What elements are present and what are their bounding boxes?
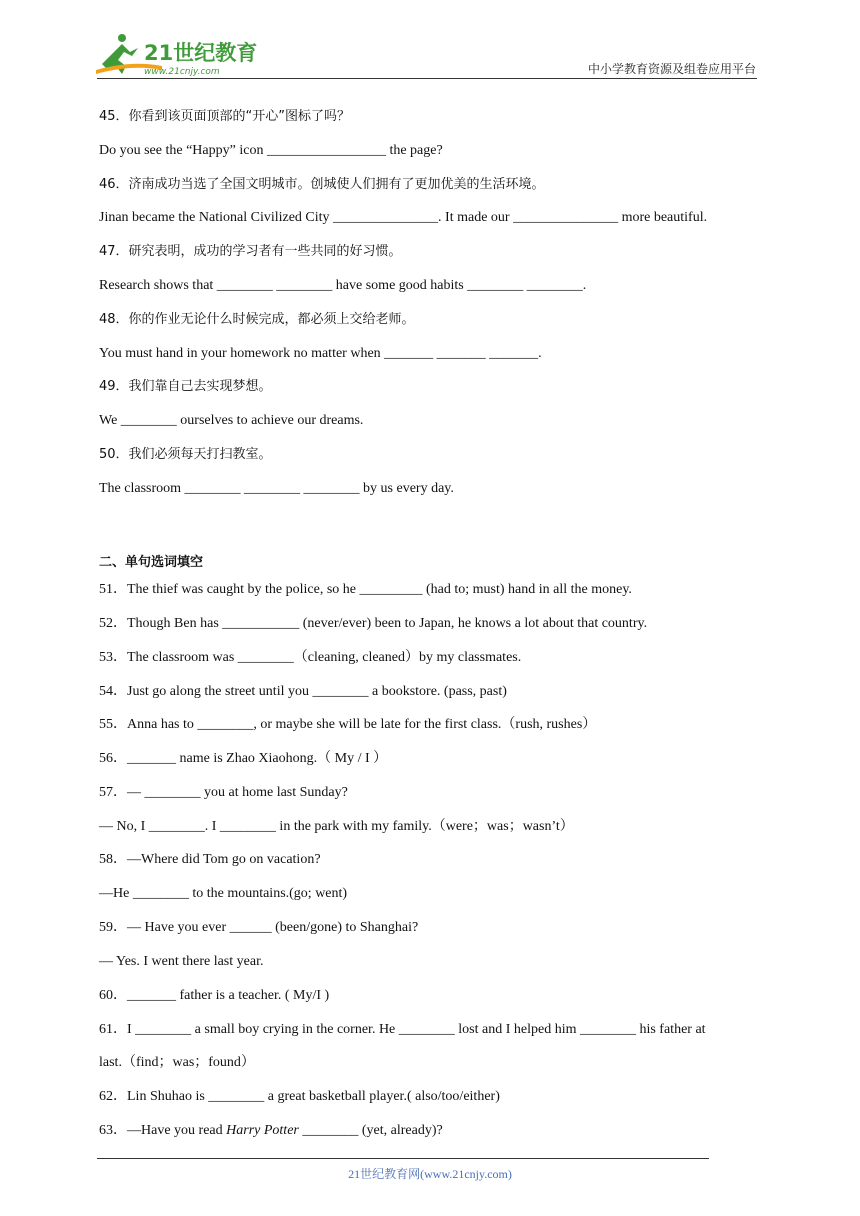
question-line: 57．— ________ you at home last Sunday?: [99, 785, 348, 800]
question-line: We ________ ourselves to achieve our dreams.: [99, 413, 364, 428]
question-line: 45．你看到该页面顶部的“开心”图标了吗？: [99, 109, 351, 124]
svg-text:www.21cnjy.com: www.21cnjy.com: [144, 67, 220, 77]
section-title: 二、单句选词填空: [99, 555, 204, 570]
question-line: 54．Just go along the street until you ________ a bookstore. (pass, past): [99, 684, 507, 699]
header-divider: [97, 78, 757, 79]
question-line: 50．我们必须每天打扫教室。: [99, 447, 272, 462]
svg-text:21世纪教育: 21世纪教育: [144, 41, 258, 65]
page-header: [0, 0, 860, 90]
book-title: Harry Potter: [226, 1123, 299, 1138]
q63-suffix: ________ (yet, already)?: [298, 1123, 443, 1138]
question-line: 58．—Where did Tom go on vacation?: [99, 852, 321, 867]
q63-prefix: 63．—Have you read: [99, 1123, 227, 1138]
question-line: 46．济南成功当选了全国文明城市。创城使人们拥有了更加优美的生活环境。: [99, 177, 545, 192]
question-line: 60．_______ father is a teacher. ( My/I ): [99, 988, 330, 1003]
question-line: The classroom ________ ________ ________ by us every day.: [99, 481, 454, 496]
question-line: 51．The thief was caught by the police, so he _________ (had to; must) hand in all the money.: [99, 582, 632, 597]
question-line: 47．研究表明，成功的学习者有一些共同的好习惯。: [99, 244, 402, 259]
question-line: Research shows that ________ ________ have some good habits ________ ________.: [99, 278, 587, 293]
question-line: 62．Lin Shuhao is ________ a great basketball player.( also/too/either): [99, 1089, 500, 1104]
footer-text: 21世纪教育网(www.21cnjy.com): [348, 1167, 512, 1181]
question-line: 61．I ________ a small boy crying in the corner. He ________ lost and I helped him ________ his father at: [99, 1022, 706, 1037]
question-line: — Yes. I went there last year.: [99, 954, 264, 969]
question-line: — No, I ________. I ________ in the park with my family.（were；was；wasn’t）: [99, 819, 574, 834]
question-line: 48．你的作业无论什么时候完成，都必须上交给老师。: [99, 312, 415, 327]
question-line: Do you see the “Happy” icon _________________ the page?: [99, 143, 443, 158]
platform-label: 中小学教育资源及组卷应用平台: [587, 62, 756, 76]
question-line: 56．_______ name is Zhao Xiaohong.（ My / I ）: [99, 751, 388, 766]
question-line: 53．The classroom was ________（cleaning, cleaned）by my classmates.: [99, 650, 522, 665]
question-line: 55．Anna has to ________, or maybe she will be late for the first class.（rush, rushes）: [99, 717, 597, 732]
question-63: [99, 1122, 443, 1140]
footer-divider: [97, 1158, 709, 1159]
question-line: You must hand in your homework no matter when _______ _______ _______.: [99, 346, 542, 361]
question-line: 49．我们靠自己去实现梦想。: [99, 379, 272, 394]
logo-icon: [92, 30, 267, 80]
question-line: last.（find；was；found）: [99, 1055, 255, 1070]
question-line: 52．Though Ben has ___________ (never/ever) been to Japan, he knows a lot about that country.: [99, 616, 648, 631]
question-line: —He ________ to the mountains.(go; went): [99, 886, 348, 901]
question-line: Jinan became the National Civilized City _______________. It made our _______________ more beautiful.: [99, 210, 708, 225]
question-line: 59．— Have you ever ______ (been/gone) to Shanghai?: [99, 920, 419, 935]
